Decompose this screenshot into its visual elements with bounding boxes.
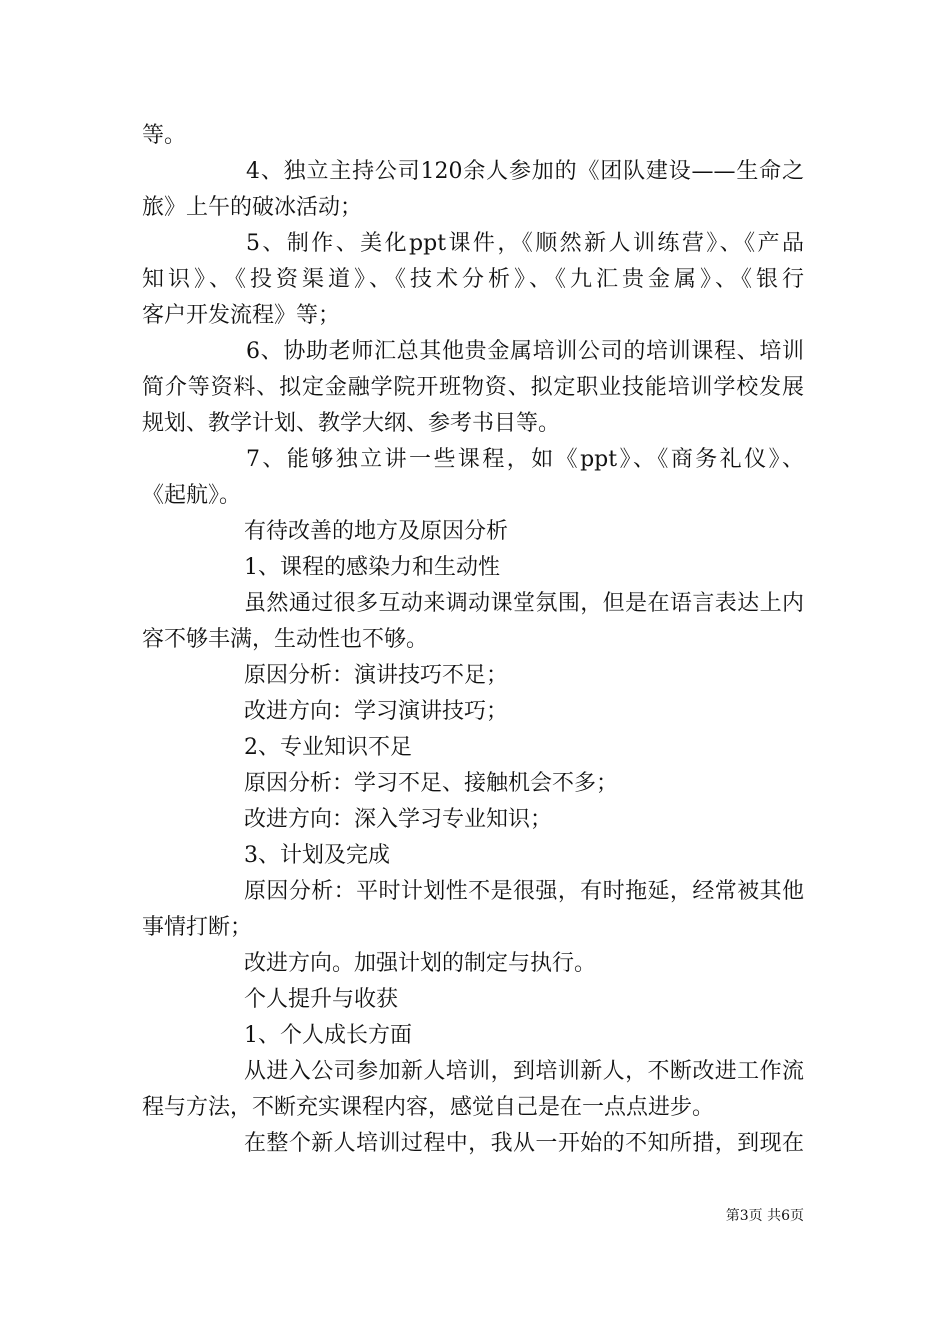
text-line: 容不够丰满，生动性也不够。	[142, 627, 429, 652]
text-line: 简介等资料、拟定金融学院开班物资、拟定职业技能培训学校发展	[142, 375, 804, 400]
text-line: 规划、教学计划、教学大纲、参考书目等。	[142, 411, 561, 436]
text-line: 3、计划及完成	[244, 843, 390, 868]
text-line: 知识》、《投资渠道》、《技术分析》、《九汇贵金属》、《银行	[142, 267, 804, 292]
text-line: 1、课程的感染力和生动性	[244, 555, 500, 580]
page-footer: 第3页 共6页	[725, 1208, 804, 1224]
text-line: 5、制作、美化ppt课件，《顺然新人训练营》、《产品	[246, 231, 804, 256]
text-line: 4、独立主持公司120余人参加的《团队建设——生命之	[246, 159, 804, 184]
text-line: 客户开发流程》等；	[142, 303, 341, 328]
text-line: 改进方向。加强计划的制定与执行。	[244, 951, 597, 976]
text-line: 改进方向：深入学习专业知识；	[244, 807, 553, 832]
text-line: 6、协助老师汇总其他贵金属培训公司的培训课程、培训	[246, 339, 804, 364]
text-line: 有待改善的地方及原因分析	[244, 519, 509, 544]
text-line: 事情打断；	[142, 915, 253, 940]
text-line: 原因分析：学习不足、接触机会不多；	[244, 771, 619, 796]
text-line: 原因分析：平时计划性不是很强，有时拖延，经常被其他	[244, 879, 804, 904]
text-line: 2、专业知识不足	[244, 735, 412, 760]
document-body	[142, 118, 804, 1162]
text-line: 7、能够独立讲一些课程，如《ppt》、《商务礼仪》、	[246, 447, 804, 472]
text-line: 从进入公司参加新人培训，到培训新人，不断改进工作流	[244, 1059, 804, 1084]
text-line: 旅》上午的破冰活动；	[142, 195, 363, 220]
text-line: 1、个人成长方面	[244, 1023, 412, 1048]
text-line: 原因分析：演讲技巧不足；	[244, 663, 509, 688]
text-line: 改进方向：学习演讲技巧；	[244, 699, 509, 724]
text-line: 个人提升与收获	[244, 987, 399, 1012]
text-line: 虽然通过很多互动来调动课堂氛围，但是在语言表达上内	[244, 591, 804, 616]
text-line: 《起航》。	[142, 483, 242, 508]
text-line: 等。	[142, 123, 187, 148]
text-line: 在整个新人培训过程中，我从一开始的不知所措，到现在	[244, 1131, 804, 1156]
text-line: 程与方法，不断充实课程内容，感觉自己是在一点点进步。	[142, 1095, 715, 1120]
